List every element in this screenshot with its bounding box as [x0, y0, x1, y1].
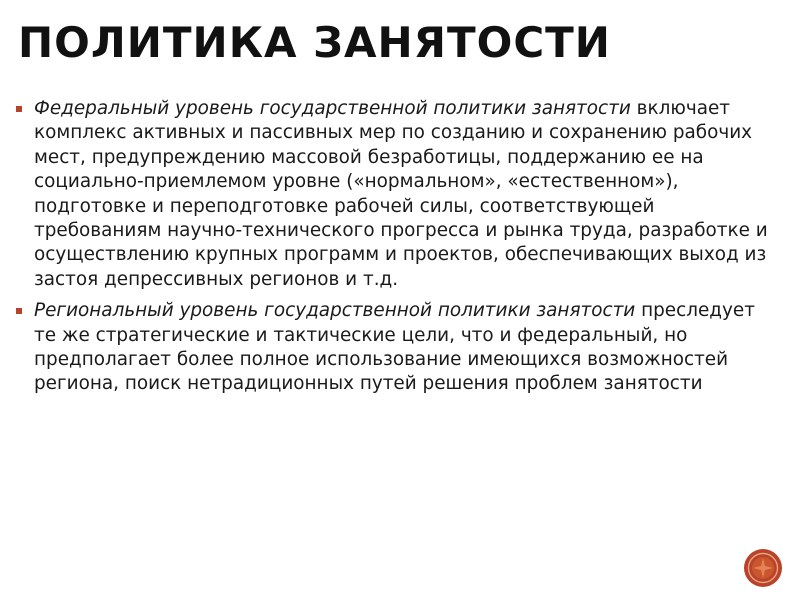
bullet-text: включает комплекс активных и пассивных мер по созданию и сохранению рабочих мест, предупреждению массовой безработицы, поддержанию ее на социально-приемлемом уровне («нормальном», «естественном»), подготовке и переподготовке рабочей силы, соответствующей требованиям научно-технического прогресса и рынка труда, разработке и осуществлению крупных программ и проектов, обеспечивающих выход из застоя депрессивных регионов и т.д. — [34, 98, 768, 290]
bullet-lead: Региональный уровень государственной политики занятости — [34, 300, 636, 322]
bullet-text: преследует те же стратегические и тактические цели, что и федеральный, но предполагает более полное использование имеющихся возможностей региона, поиск нетрадиционных путей решения проблем занятости — [34, 300, 755, 395]
round-orange-emblem-icon — [743, 548, 783, 588]
bullet-regional — [16, 299, 776, 397]
bullet-lead: Федеральный уровень государственной политики занятости — [34, 98, 631, 119]
square-bullet-icon — [16, 106, 22, 112]
slide-title: ПОЛИТИКА ЗАНЯТОСТИ — [18, 18, 611, 67]
square-bullet-icon — [16, 308, 22, 314]
slide-content — [16, 97, 776, 404]
bullet-federal — [16, 97, 776, 292]
